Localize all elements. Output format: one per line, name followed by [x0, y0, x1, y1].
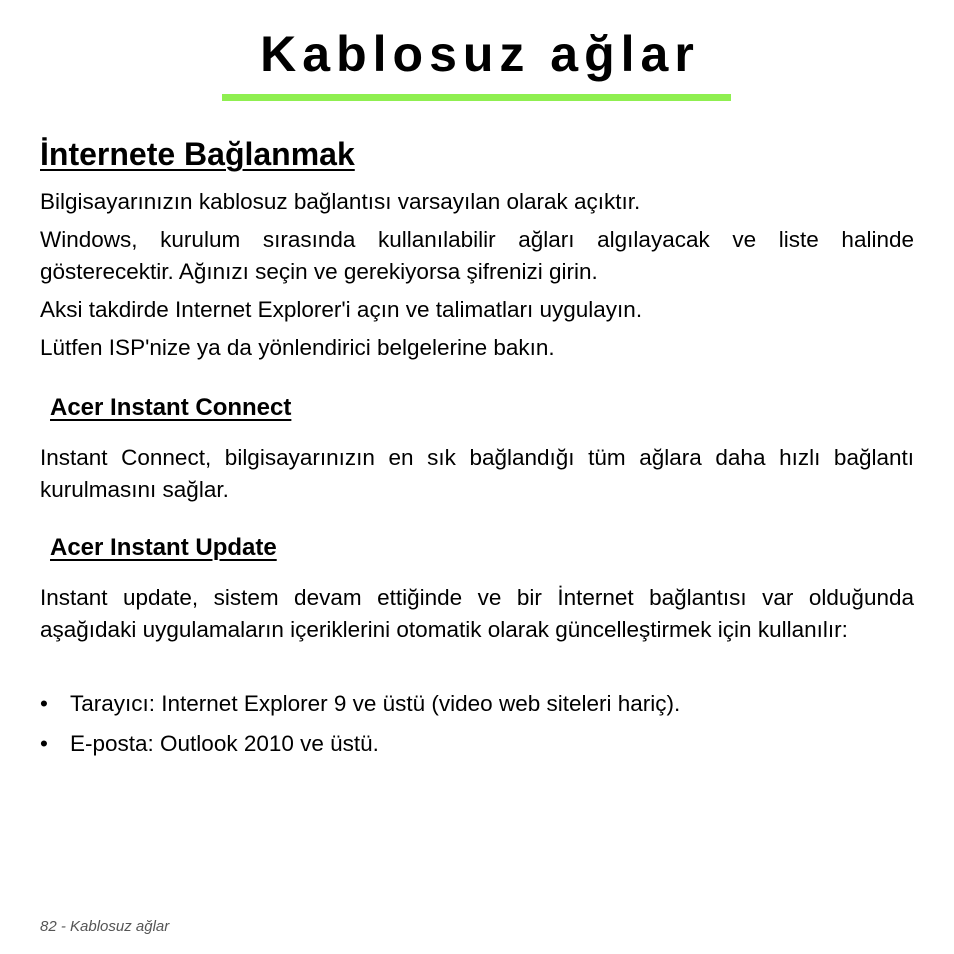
- instant-connect-body: [40, 442, 914, 506]
- page-title: Kablosuz ağlar: [260, 26, 700, 82]
- paragraph-instant-connect: Instant Connect, bilgisayarınızın en sık bağlandığı tüm ağlara daha hızlı bağlantı kurulmasını sağlar.: [40, 445, 914, 502]
- subheading-instant-update: Acer Instant Update: [50, 534, 277, 561]
- list-item: [40, 688, 914, 720]
- paragraph-windows-networks: Windows, kurulum sırasında kullanılabilir ağları algılayacak ve liste halinde gösterecektir. Ağınızı seçin ve gerekiyorsa şifrenizi girin.: [40, 227, 914, 284]
- paragraph-wireless-default: Bilgisayarınızın kablosuz bağlantısı varsayılan olarak açıktır.: [40, 189, 641, 214]
- page-footer: 82 - Kablosuz ağlar: [40, 918, 170, 935]
- title-underline-bar: [222, 94, 731, 101]
- paragraph-internet-explorer: Aksi takdirde Internet Explorer'i açın ve talimatları uygulayın.: [40, 297, 643, 322]
- instant-update-bullet-list: [40, 688, 914, 768]
- bullet-text-email: E-posta: Outlook 2010 ve üstü.: [70, 731, 379, 756]
- bullet-icon: •: [40, 691, 48, 716]
- bullet-icon: •: [40, 731, 48, 756]
- subheading-instant-connect: Acer Instant Connect: [50, 394, 292, 421]
- paragraph-isp: Lütfen ISP'nize ya da yönlendirici belgelerine bakın.: [40, 335, 555, 360]
- list-item: [40, 728, 914, 760]
- internet-section-body: [40, 186, 914, 364]
- bullet-text-browser: Tarayıcı: Internet Explorer 9 ve üstü (video web siteleri hariç).: [70, 691, 681, 716]
- instant-update-body: [40, 582, 914, 646]
- section-heading-internet: İnternete Bağlanmak: [40, 136, 355, 172]
- paragraph-instant-update: Instant update, sistem devam ettiğinde ve bir İnternet bağlantısı var olduğunda aşağıdaki uygulamaların içeriklerini otomatik olarak güncelleştirmek için kullanılır:: [40, 585, 914, 642]
